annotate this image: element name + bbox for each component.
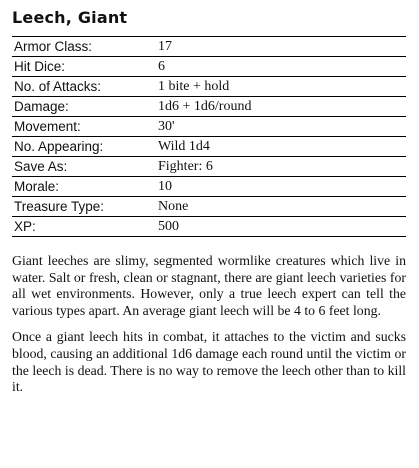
stat-value: None <box>156 197 406 217</box>
stat-block-table <box>12 36 406 237</box>
stat-label: No. Appearing: <box>12 137 156 157</box>
stat-row-appearing <box>12 137 406 157</box>
stat-label: Movement: <box>12 117 156 137</box>
stat-label: No. of Attacks: <box>12 77 156 97</box>
stat-value: Wild 1d4 <box>156 137 406 157</box>
stat-row-hit-dice <box>12 57 406 77</box>
stat-label: XP: <box>12 217 156 237</box>
stat-row-attacks <box>12 77 406 97</box>
stat-row-xp <box>12 217 406 237</box>
stat-value: 1 bite + hold <box>156 77 406 97</box>
stat-value: 17 <box>156 37 406 57</box>
stat-row-armor-class <box>12 37 406 57</box>
stat-row-morale <box>12 177 406 197</box>
stat-row-treasure <box>12 197 406 217</box>
stat-label: Save As: <box>12 157 156 177</box>
stat-value: 1d6 + 1d6/round <box>156 97 406 117</box>
description-paragraph: Giant leeches are slimy, segmented wormlike creatures which live in water. Salt or fresh, clean or stagnant, there are giant leech varieties for all wet environments. However, only a true leech expert can tell the various types apart. An average giant leech will be 4 to 6 feet long. <box>12 253 406 318</box>
stat-row-save-as <box>12 157 406 177</box>
description-paragraph: Once a giant leech hits in combat, it attaches to the victim and sucks blood, causing an additional 1d6 damage each round until the victim or the leech is dead. There is no way to remove the leech other than to kill it. <box>12 329 406 395</box>
stat-value: 30' <box>156 117 406 137</box>
stat-label: Morale: <box>12 177 156 197</box>
monster-entry <box>12 8 406 396</box>
stat-label: Damage: <box>12 97 156 117</box>
stat-value: 500 <box>156 217 406 237</box>
stat-row-movement <box>12 117 406 137</box>
stat-value: 10 <box>156 177 406 197</box>
stat-value: 6 <box>156 57 406 77</box>
stat-label: Armor Class: <box>12 37 156 57</box>
stat-label: Hit Dice: <box>12 57 156 77</box>
stat-row-damage <box>12 97 406 117</box>
monster-title: Leech, Giant <box>12 8 128 27</box>
stat-value: Fighter: 6 <box>156 157 406 177</box>
stat-label: Treasure Type: <box>12 197 156 217</box>
